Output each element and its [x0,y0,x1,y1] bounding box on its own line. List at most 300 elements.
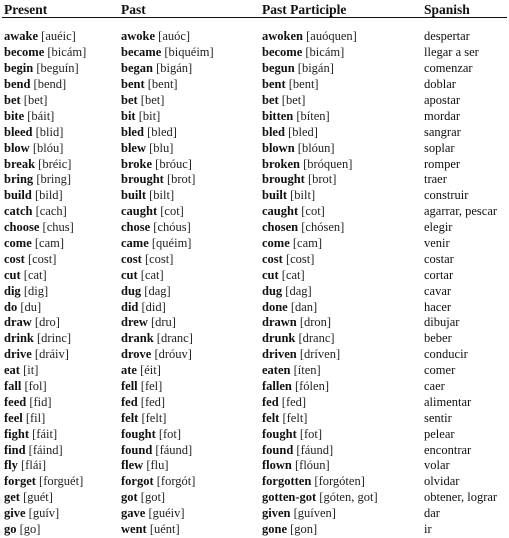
verb-form: bent [262,77,286,92]
verb-form: fed [262,394,279,409]
pronunciation: [bild] [34,188,63,203]
pronunciation: [bicám] [47,45,87,60]
table-row [2,188,507,204]
verb-form: drunk [262,331,296,346]
past-participle-cell [260,77,422,93]
pronunciation: [gon] [290,522,318,537]
past-cell [119,220,260,236]
verb-form: bet [121,93,138,107]
past-participle-cell [260,442,422,458]
verb-form: draw [4,315,32,330]
verb-form: broken [262,156,300,171]
pronunciation: [fáund] [155,442,193,457]
verb-form: gotten-got [262,490,317,505]
table-row [2,522,507,538]
past-participle-cell [260,379,422,395]
past-cell [119,394,260,410]
present-cell [2,331,119,347]
pronunciation: [bet] [23,93,48,107]
table-row [2,347,507,363]
pronunciation: [bend] [33,77,67,92]
verb-form: found [121,442,153,457]
present-cell [2,474,119,490]
present-cell [2,29,119,45]
pronunciation: [fed] [140,394,166,409]
past-participle-cell [260,140,422,156]
spanish-cell: hacer [424,299,452,314]
pronunciation: [flóun] [295,458,330,473]
past-participle-cell [260,93,422,109]
table-row [2,506,507,522]
table-row [2,220,507,236]
verb-form: flew [121,458,144,473]
verb-form: eat [4,363,20,378]
verb-form: came [121,236,149,251]
present-cell [2,442,119,458]
pronunciation: [chus] [42,220,74,235]
present-cell [2,108,119,124]
spanish-cell: cortar [424,267,454,282]
past-participle-cell [260,331,422,347]
past-cell [119,204,260,220]
present-cell [2,490,119,506]
verb-form: done [262,299,288,314]
pronunciation: [báit] [27,108,55,123]
verb-form: built [262,188,288,203]
verb-form: fly [4,458,18,473]
pronunciation: [chóus] [153,220,191,235]
irregular-verbs-table [2,0,507,538]
spanish-cell: soplar [424,140,455,155]
pronunciation: [fáit] [32,426,58,441]
present-cell [2,61,119,77]
past-cell [119,236,260,252]
pronunciation: [bent] [288,77,319,92]
past-cell [119,506,260,522]
pronunciation: [dríven] [299,347,341,362]
table-row [2,410,507,426]
past-participle-cell [260,363,422,379]
present-cell [2,220,119,236]
verb-form: brought [262,172,305,187]
pronunciation: [cot] [160,204,184,219]
spanish-cell: traer [424,172,447,187]
pronunciation: [dru] [150,315,176,330]
verb-form: found [262,442,294,457]
past-cell [119,61,260,77]
table-row [2,45,507,61]
verb-form: bled [262,124,285,139]
pronunciation: [brot] [166,172,196,187]
past-participle-cell [260,394,422,410]
verb-form: forget [4,474,36,489]
past-participle-cell [260,172,422,188]
table-row [2,236,507,252]
table-row [2,442,507,458]
pronunciation: [blóun] [297,140,335,155]
table-row [2,267,507,283]
verb-form: give [4,506,26,521]
verb-form: gave [121,506,146,521]
spanish-cell: comer [424,363,456,378]
past-participle-cell [260,108,422,124]
past-participle-cell [260,236,422,252]
pronunciation: [fed] [281,394,307,409]
pronunciation: [forguét] [39,474,84,489]
verb-form: drawn [262,315,297,330]
pronunciation: [bíten] [296,108,330,123]
pronunciation: [dron] [299,315,332,330]
spanish-cell: elegir [424,220,453,235]
past-cell [119,251,260,267]
past-participle-cell [260,29,422,45]
verb-form: catch [4,204,33,219]
past-cell [119,108,260,124]
spanish-cell: cavar [424,283,452,298]
pronunciation: [fel] [140,379,163,394]
verb-form: felt [262,410,280,425]
spanish-cell: comenzar [424,61,473,76]
past-participle-cell [260,347,422,363]
pronunciation: [cat] [140,267,164,282]
pronunciation: [bilt] [290,188,316,203]
spanish-cell: sentir [424,410,452,425]
verb-form: caught [121,204,158,219]
table-row [2,251,507,267]
verb-form: awoke [121,29,156,44]
verb-form: forgotten [262,474,312,489]
past-participle-cell [260,426,422,442]
pronunciation: [did] [141,299,166,314]
present-cell [2,363,119,379]
pronunciation: [flu] [146,458,169,473]
verb-form: became [121,45,162,60]
pronunciation: [blu] [149,140,174,155]
pronunciation: [íten] [293,363,321,378]
verb-form: chosen [262,220,299,235]
verb-form: gone [262,522,287,537]
spanish-cell: despertar [424,29,470,44]
verb-form: break [4,156,36,171]
pronunciation: [cach] [35,204,67,219]
verb-form: fought [121,426,156,441]
past-cell [119,140,260,156]
past-cell [119,124,260,140]
past-cell [119,363,260,379]
past-participle-cell [260,458,422,474]
present-cell [2,188,119,204]
verb-form: dug [121,283,142,298]
verb-form: cut [121,267,138,282]
table-row [2,124,507,140]
pronunciation: [biquéim] [164,45,214,60]
pronunciation: [du] [20,299,42,314]
present-cell [2,379,119,395]
present-cell [2,172,119,188]
verb-form: went [121,522,147,537]
spanish-cell: llegar a ser [424,45,479,60]
present-cell [2,140,119,156]
pronunciation: [auéic] [41,29,76,44]
spanish-cell: dar [424,506,440,521]
spanish-cell: encontrar [424,442,472,457]
pronunciation: [cat] [23,267,47,282]
spanish-cell: apostar [424,93,461,107]
spanish-cell: construir [424,188,469,203]
table-row [2,156,507,172]
verb-form: bet [4,93,21,107]
pronunciation: [forgóten] [314,474,365,489]
pronunciation: [fid] [29,394,52,409]
pronunciation: [quéim] [151,236,192,251]
present-cell [2,156,119,172]
verb-form: dug [262,283,283,298]
verb-form: driven [262,347,297,362]
table-row [2,140,507,156]
pronunciation: [bet] [281,93,306,107]
present-cell [2,426,119,442]
pronunciation: [éit] [140,363,161,378]
pronunciation: [uént] [149,522,180,537]
verb-form: chose [121,220,151,235]
table-row [2,426,507,442]
pronunciation: [bicám] [305,45,345,60]
past-cell [119,490,260,506]
past-participle-cell [260,506,422,522]
past-participle-cell [260,267,422,283]
header-row [2,0,507,18]
pronunciation: [bróquen] [303,156,353,171]
past-participle-cell [260,474,422,490]
verb-form: did [121,299,139,314]
pronunciation: [guét] [23,490,53,505]
verb-form: forgot [121,474,154,489]
past-participle-cell [260,410,422,426]
past-participle-cell [260,315,422,331]
present-cell [2,299,119,315]
verb-form: cost [262,251,283,266]
verb-form: bitten [262,108,294,123]
pronunciation: [dag] [144,283,171,298]
past-cell [119,458,260,474]
past-participle-cell [260,45,422,61]
pronunciation: [dranc] [156,331,193,346]
spanish-cell: caer [424,379,445,394]
present-cell [2,77,119,93]
verb-form: begun [262,61,295,76]
spanish-cell: volar [424,458,450,473]
verb-form: drank [121,331,154,346]
verb-form: cost [121,251,142,266]
past-cell [119,188,260,204]
pronunciation: [blid] [35,124,64,139]
past-cell [119,172,260,188]
table-row [2,490,507,506]
verb-form: drove [121,347,152,362]
verb-form: get [4,490,20,505]
pronunciation: [dig] [23,283,49,298]
verb-form: begin [4,61,34,76]
past-cell [119,29,260,45]
pronunciation: [bring] [36,172,72,187]
table-row [2,458,507,474]
verb-form: eaten [262,363,291,378]
pronunciation: [cot] [301,204,325,219]
present-cell [2,204,119,220]
table-row [2,204,507,220]
pronunciation: [bilt] [149,188,175,203]
table-row [2,108,507,124]
verb-form: fall [4,379,22,394]
header-divider [2,18,507,30]
pronunciation: [fáind] [28,442,63,457]
table-row [2,61,507,77]
verb-form: flown [262,458,292,473]
header-spanish: Spanish [424,2,470,17]
spanish-cell: olvidar [424,474,460,489]
verb-form: felt [121,410,139,425]
verb-form: blown [262,140,295,155]
pronunciation: [brot] [307,172,337,187]
pronunciation: [cam] [292,236,323,251]
verb-form: feed [4,394,27,409]
table-row [2,93,507,109]
spanish-cell: doblar [424,77,456,92]
verb-form: cost [4,251,25,266]
past-cell [119,156,260,172]
header-gap-cell [2,18,507,29]
pronunciation: [dag] [285,283,312,298]
past-cell [119,331,260,347]
verb-form: broke [121,156,153,171]
pronunciation: [guéiv] [148,506,185,521]
pronunciation: [bigán] [156,61,193,76]
present-cell [2,93,119,109]
past-cell [119,267,260,283]
header-past: Past [121,2,146,17]
present-cell [2,410,119,426]
pronunciation: [guív] [28,506,60,521]
verb-form: dig [4,283,21,298]
verb-form: began [121,61,153,76]
verb-form: build [4,188,32,203]
present-cell [2,45,119,61]
verb-form: caught [262,204,299,219]
pronunciation: [guíven] [293,506,336,521]
past-cell [119,77,260,93]
verb-form: go [4,522,17,537]
verb-form: awoken [262,29,303,44]
table-row [2,474,507,490]
header-gap [2,18,507,29]
table-header [2,0,507,18]
verb-form: brought [121,172,164,187]
verb-form: bring [4,172,34,187]
pronunciation: [beguín] [36,61,79,76]
spanish-cell: pelear [424,426,455,441]
pronunciation: [fáund] [296,442,334,457]
pronunciation: [blóu] [32,140,64,155]
pronunciation: [fol] [24,379,47,394]
spanish-cell: dibujar [424,315,460,330]
present-cell [2,458,119,474]
spanish-cell: costar [424,251,454,266]
verb-form: feel [4,410,23,425]
pronunciation: [go] [19,522,41,537]
pronunciation: [bróuc] [155,156,192,171]
pronunciation: [forgót] [156,474,196,489]
past-cell [119,442,260,458]
present-cell [2,347,119,363]
past-participle-cell [260,220,422,236]
verb-form: bled [121,124,144,139]
pronunciation: [fot] [158,426,182,441]
present-cell [2,267,119,283]
spanish-cell: ir [424,522,432,537]
pronunciation: [cost] [27,251,57,266]
pronunciation: [auóc] [158,29,191,44]
pronunciation: [felt] [141,410,167,425]
pronunciation: [felt] [282,410,308,425]
verb-form: come [262,236,290,251]
verb-form: bit [121,108,136,123]
past-participle-cell [260,522,422,538]
pronunciation: [cat] [281,267,305,282]
pronunciation: [bit] [138,108,161,123]
table-row [2,283,507,299]
past-participle-cell [260,283,422,299]
verb-form: drive [4,347,32,362]
pronunciation: [cost] [144,251,174,266]
past-participle-cell [260,61,422,77]
table-row [2,299,507,315]
pronunciation: [bent] [147,77,178,92]
pronunciation: [auóquen] [306,29,357,44]
pronunciation: [bled] [147,124,177,139]
verb-form: bite [4,108,25,123]
pronunciation: [bréic] [38,156,72,171]
pronunciation: [fólen] [294,379,329,394]
verb-form: choose [4,220,40,235]
past-cell [119,426,260,442]
pronunciation: [góten, got] [319,490,378,505]
verb-rows [2,29,507,538]
present-cell [2,394,119,410]
table-row [2,315,507,331]
verb-form: ate [121,363,137,378]
pronunciation: [bigán] [297,61,334,76]
verb-form: drink [4,331,34,346]
verb-form: do [4,299,18,314]
past-participle-cell [260,156,422,172]
pronunciation: [bled] [288,124,318,139]
past-participle-cell [260,490,422,506]
spanish-cell: agarrar, pescar [424,204,498,219]
pronunciation: [it] [23,363,39,378]
past-participle-cell [260,124,422,140]
verb-form: cut [4,267,21,282]
present-cell [2,283,119,299]
verb-form: given [262,506,291,521]
header-present: Present [4,2,48,17]
pronunciation: [cost] [285,251,315,266]
verb-form: fight [4,426,29,441]
verb-form: become [4,45,45,60]
header-past-participle: Past Participle [262,2,347,17]
pronunciation: [dróuv] [154,347,192,362]
verb-form: come [4,236,32,251]
pronunciation: [dan] [290,299,318,314]
